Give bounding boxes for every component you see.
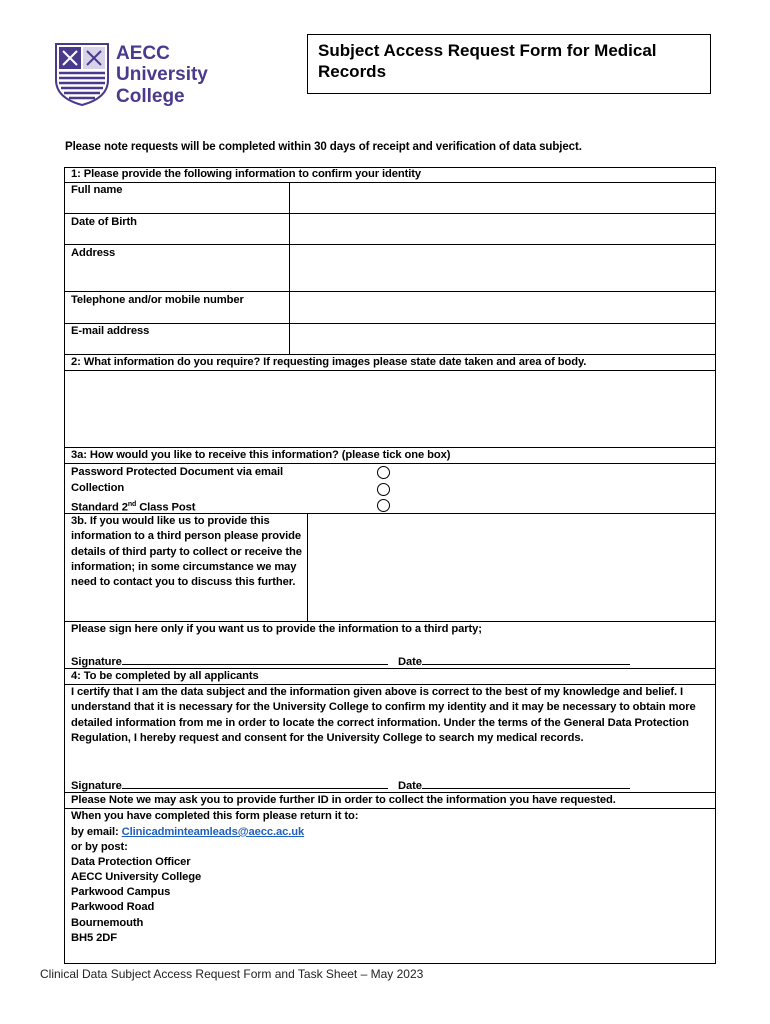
telephone-field[interactable] (290, 292, 715, 323)
section3a-heading: 3a: How would you like to receive this information? (please tick one box) (71, 449, 451, 461)
option-collection: Collection (71, 482, 125, 494)
section4-heading: 4: To be completed by all applicants (71, 670, 259, 682)
third-party-date-line[interactable] (398, 653, 630, 671)
signature-label: Signature (71, 656, 122, 668)
label-email: E-mail address (71, 325, 150, 337)
radio-password-document[interactable] (377, 466, 390, 479)
completion-note: Please note requests will be completed within 30 days of receipt and verification of data subject. (65, 141, 582, 153)
address-line: BH5 2DF (71, 932, 117, 944)
address-line: AECC University College (71, 871, 202, 883)
option-post: Standard 2nd Class Post (71, 501, 196, 514)
address-line: Parkwood Road (71, 901, 155, 913)
section1-heading: 1: Please provide the following information to confirm your identity (71, 168, 421, 180)
signature-label: Signature (71, 780, 122, 792)
label-date-of-birth: Date of Birth (71, 216, 137, 228)
email-field[interactable] (290, 324, 715, 354)
third-party-instruction: Please sign here only if you want us to provide the information to a third party; (71, 623, 482, 635)
applicant-signature-line[interactable] (71, 777, 388, 795)
logo (54, 42, 276, 108)
logo-line2: University College (116, 64, 208, 107)
full-name-field[interactable] (290, 183, 715, 213)
date-label: Date (398, 656, 422, 668)
address-line: Data Protection Officer (71, 856, 191, 868)
return-email-line: by email: Clinicadminteamleads@aecc.ac.uk (71, 826, 305, 838)
information-required-field[interactable] (65, 371, 715, 447)
option-password-document: Password Protected Document via email (71, 466, 284, 478)
date-label: Date (398, 780, 422, 792)
third-party-signature-line[interactable] (71, 653, 388, 671)
address-field[interactable] (290, 245, 715, 291)
address-line: Bournemouth (71, 917, 144, 929)
address-line: Parkwood Campus (71, 886, 171, 898)
page-footer: Clinical Data Subject Access Request Form and Task Sheet – May 2023 (40, 967, 424, 981)
third-party-details-field[interactable] (308, 514, 715, 621)
label-telephone: Telephone and/or mobile number (71, 294, 244, 306)
section3b-text: 3b. If you would like us to provide this information to a third person please provide details of third party to collect or receive the information; in some circumstance we may need to contact you to discuss this further. (71, 515, 302, 589)
certification-text: I certify that I am the data subject and the information given above is correct to the best of my knowledge and belief. I understand that it is necessary for the University College to confirm my identity and it may be necessary to obtain more detailed information from me in order to locate the correct information. Under the terms of the General Data Protection Regulation, I hereby request and consent for the University College to search my medical records. (71, 686, 696, 744)
date-of-birth-field[interactable] (290, 214, 715, 244)
return-intro: When you have completed this form please return it to: (71, 810, 359, 822)
post-label: or by post: (71, 841, 128, 853)
crest-icon (54, 42, 110, 106)
radio-post[interactable] (377, 499, 390, 512)
email-link[interactable]: Clinicadminteamleads@aecc.ac.uk (121, 826, 305, 838)
section2-heading: 2: What information do you require? If requesting images please state date taken and area of body. (71, 356, 587, 368)
logo-wordmark (116, 44, 276, 108)
applicant-date-line[interactable] (398, 777, 630, 795)
further-id-note: Please Note we may ask you to provide further ID in order to collect the information you have requested. (71, 794, 616, 806)
label-full-name: Full name (71, 184, 123, 196)
label-address: Address (71, 247, 116, 259)
form-title: Subject Access Request Form for Medical Records (307, 34, 711, 94)
logo-line1: AECC (116, 43, 170, 64)
radio-collection[interactable] (377, 483, 390, 496)
